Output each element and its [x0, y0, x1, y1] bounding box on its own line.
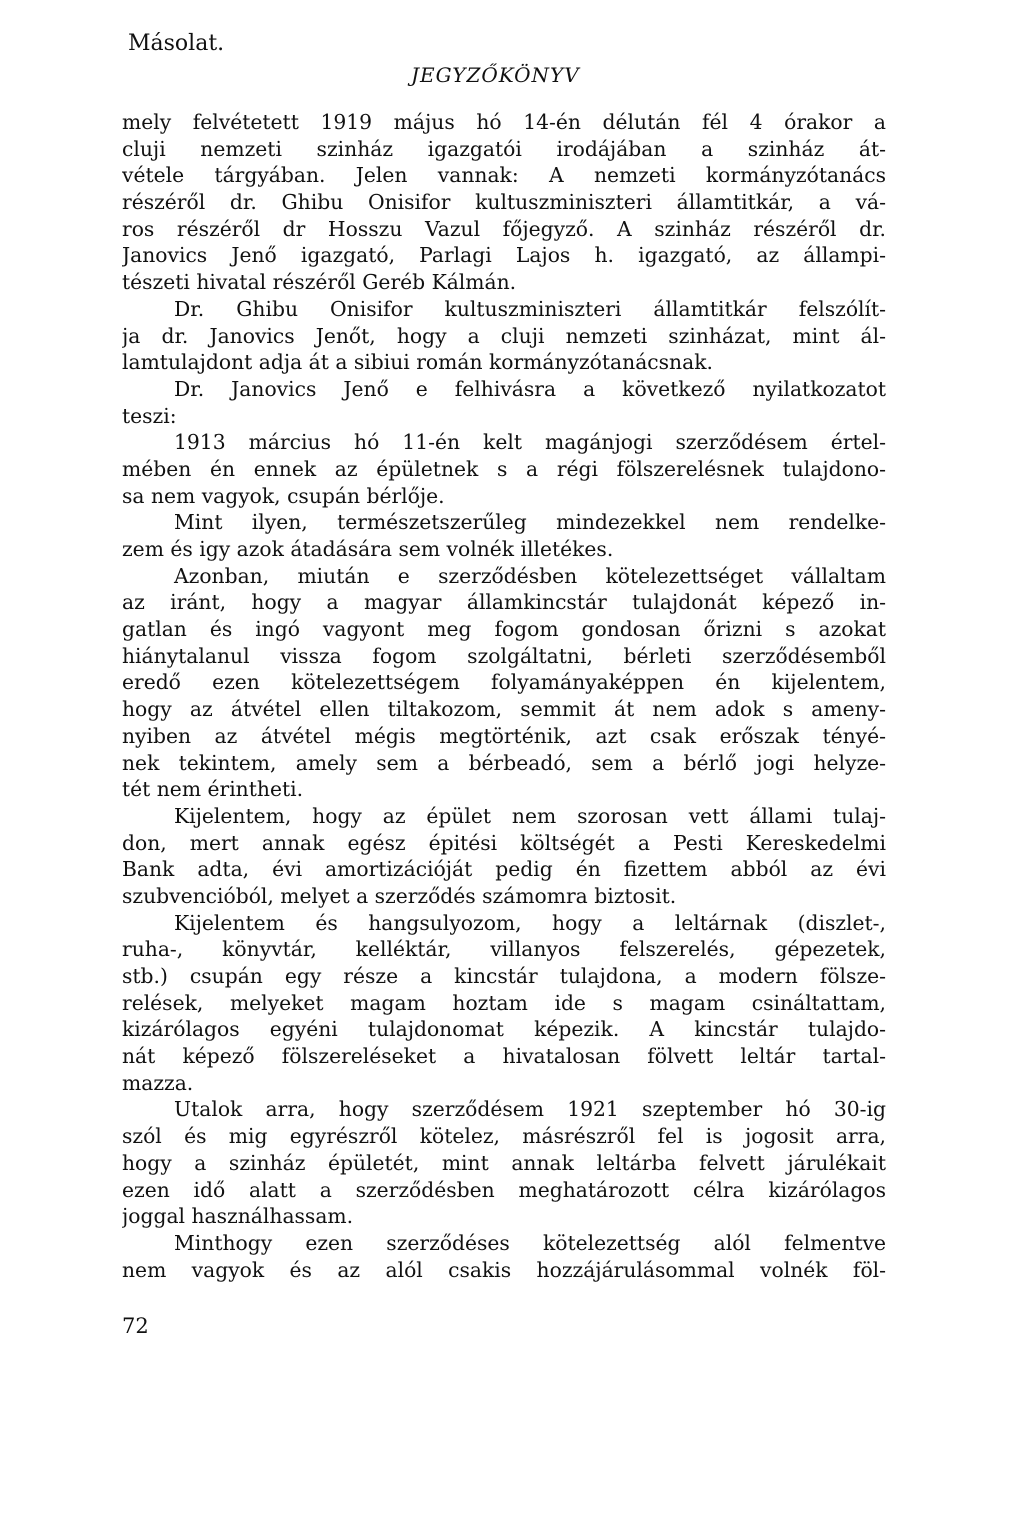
text-line: nát képező fölszereléseket a hivatalosan fölvett leltár tartal-: [122, 1044, 886, 1069]
text-line: nem vagyok és az alól csakis hozzájárulásommal volnék föl-: [122, 1257, 886, 1282]
text-line: zem és igy azok átadására sem volnék illetékes.: [122, 537, 614, 561]
text-line: az iránt, hogy a magyar államkincstár tulajdonát képező in-: [122, 590, 886, 615]
document-body: [122, 109, 886, 1283]
text-line: szubvencióból, melyet a szerződés számomra biztosit.: [122, 883, 677, 908]
text-line: Kijelentem, hogy az épület nem szorosan vett állami tulaj-: [174, 803, 886, 828]
text-line: hiánytalanul vissza fogom szolgáltatni, bérleti szerződésemből: [122, 643, 886, 668]
document-title: JEGYZŐKÖNYV: [411, 63, 580, 87]
text-line: don, mert annak egész épitési költségét a Pesti Kereskedelmi: [122, 830, 886, 855]
text-line: Dr. Janovics Jenő e felhivásra a következő nyilatkozatot: [174, 376, 886, 401]
text-line: nyiben az átvétel mégis megtörténik, azt csak erőszak tényé-: [122, 723, 886, 748]
text-line: tét nem érintheti.: [122, 777, 304, 802]
text-line: szól és mig egyrészről kötelez, másrészről fel is jogosit arra,: [122, 1124, 886, 1149]
text-line: sa nem vagyok, csupán bérlője.: [122, 483, 445, 508]
text-line: mében én ennek az épületnek s a régi fölszerelésnek tulajdono-: [122, 456, 886, 481]
text-line: eredő ezen kötelezettségem folyamányaképpen én kijelentem,: [122, 670, 886, 695]
text-line: mely felvétetett 1919 május hó 14-én délután fél 4 órakor a: [122, 110, 886, 134]
text-line: Kijelentem és hangsulyozom, hogy a leltárnak (diszlet-,: [174, 910, 886, 935]
text-line: lamtulajdont adja át a sibiui román kormányzótanácsnak.: [122, 350, 713, 375]
text-line: gatlan és ingó vagyont meg fogom gondosan őrizni s azokat: [122, 617, 886, 642]
text-line: cluji nemzeti szinház igazgatói irodájában a szinház át-: [122, 136, 886, 161]
text-line: hogy a szinház épületét, mint annak leltárba felvett járulékait: [122, 1150, 886, 1175]
text-line: nek tekintem, amely sem a bérbeadó, sem a bérlő jogi helyze-: [122, 750, 886, 775]
text-line: mazza.: [122, 1070, 194, 1095]
text-line: teszi:: [122, 403, 177, 428]
text-line: relések, melyeket magam hoztam ide s magam csináltattam,: [122, 990, 886, 1015]
text-line: Minthogy ezen szerződéses kötelezettség alól felmentve: [174, 1230, 886, 1255]
text-line: Utalok arra, hogy szerződésem 1921 szeptember hó 30-ig: [174, 1097, 886, 1122]
page-number: 72: [122, 1314, 149, 1338]
text-line: stb.) csupán egy része a kincstár tulajdona, a modern fölsze-: [122, 964, 886, 988]
text-line: Janovics Jenő igazgató, Parlagi Lajos h. igazgató, az állampi-: [122, 243, 886, 268]
text-line: Dr. Ghibu Onisifor kultuszminiszteri államtitkár felszólít-: [174, 296, 886, 321]
text-line: Azonban, miután e szerződésben kötelezettséget vállaltam: [174, 563, 886, 588]
copy-label: Másolat.: [128, 31, 225, 56]
text-line: vétele tárgyában. Jelen vannak: A nemzeti kormányzótanács: [122, 163, 886, 188]
text-line: tészeti hivatal részéről Geréb Kálmán.: [122, 270, 517, 295]
text-line: 1913 március hó 11-én kelt magánjogi szerződésem értel-: [174, 430, 886, 455]
text-line: ruha-, könyvtár, kelléktár, villanyos felszerelés, gépezetek,: [122, 937, 886, 962]
text-line: kizárólagos egyéni tulajdonomat képezik. A kincstár tulajdo-: [122, 1017, 886, 1042]
text-line: hogy az átvétel ellen tiltakozom, semmit át nem adok s ameny-: [122, 697, 886, 722]
text-line: ros részéről dr Hosszu Vazul főjegyző. A szinház részéről dr.: [122, 216, 886, 241]
text-line: Bank adta, évi amortizációját pedig én fizettem abból az évi: [122, 857, 886, 882]
text-line: részéről dr. Ghibu Onisifor kultuszminiszteri államtitkár, a vá-: [122, 190, 886, 215]
text-line: Mint ilyen, természetszerűleg mindezekkel nem rendelke-: [174, 510, 886, 535]
text-line: joggal használhassam.: [122, 1204, 354, 1229]
text-line: ja dr. Janovics Jenőt, hogy a cluji nemzeti szinházat, mint ál-: [122, 323, 886, 348]
text-line: ezen idő alatt a szerződésben meghatározott célra kizárólagos: [122, 1177, 886, 1202]
